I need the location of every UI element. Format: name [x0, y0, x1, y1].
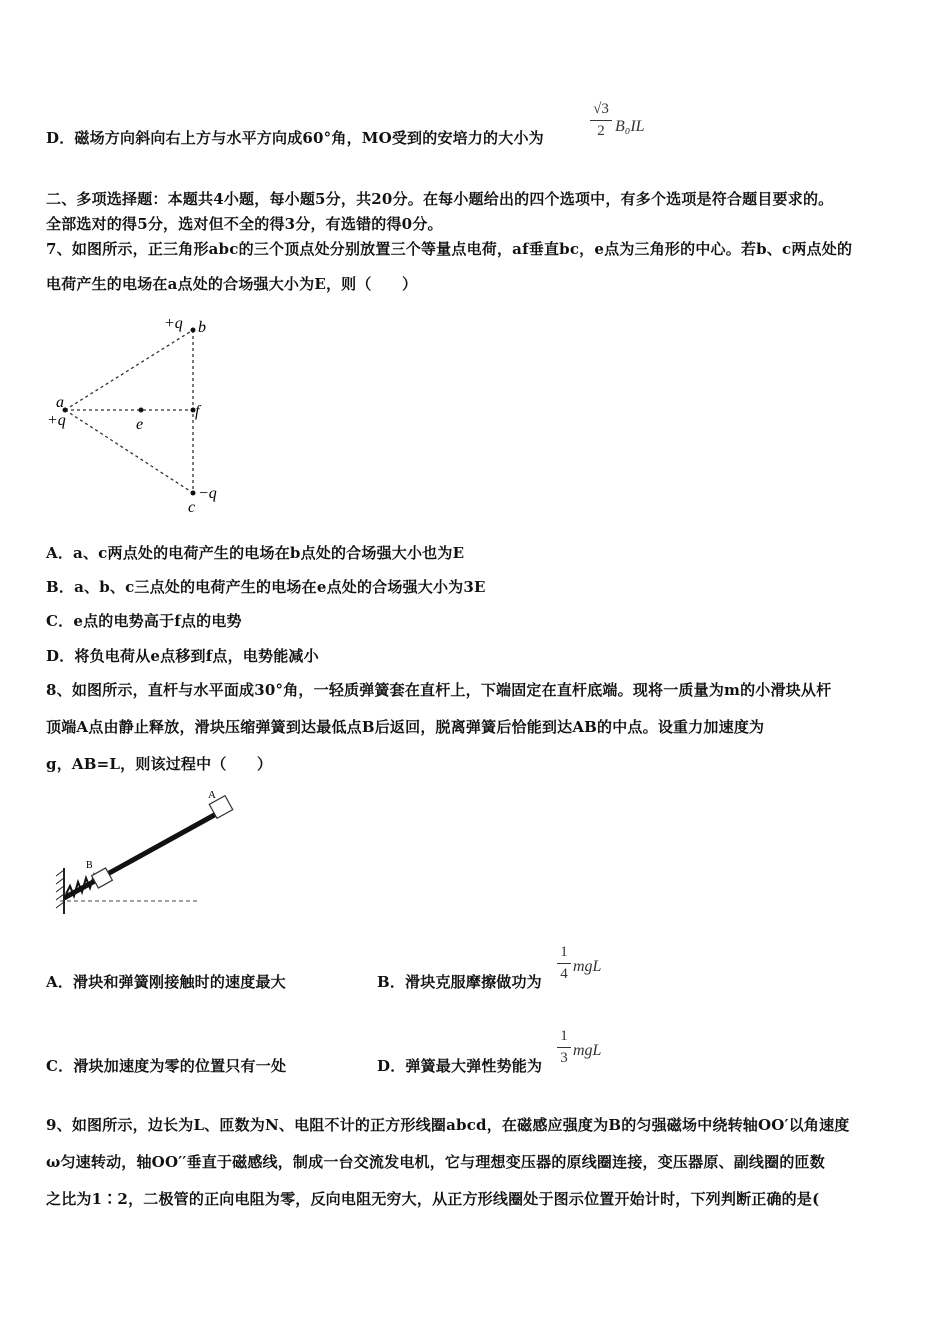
q8-option-c[interactable]: C．滑块加速度为零的位置只有一处 — [46, 1057, 287, 1075]
section-header-line2: 全部选对的得5分，选对但不全的得3分，有选错的得0分。 — [46, 215, 443, 233]
charge-a-label: +q — [47, 412, 66, 429]
q8-option-d-expression: mgL — [573, 1042, 602, 1059]
q8-option-b[interactable]: B．滑块克服摩擦做功为 — [377, 973, 542, 991]
section-header-line1: 二、多项选择题：本题共4小题，每小题5分，共20分。在每小题给出的四个选项中，有多个选项是符合题目要求的。 — [46, 190, 834, 208]
q9-stem-line3: 之比为1∶2，二极管的正向电阻为零，反向电阻无穷大，从正方形线圈处于图示位置开始计时，下列判断正确的是( — [46, 1190, 820, 1208]
q8-incline-figure — [40, 786, 250, 926]
fraction-numerator: 1 — [560, 1028, 568, 1044]
q7-triangle-figure — [40, 310, 240, 520]
point-B-label: B — [86, 860, 93, 871]
fraction-denominator: 4 — [560, 966, 568, 982]
q8-option-d[interactable]: D．弹簧最大弹性势能为 — [377, 1057, 543, 1075]
point-a-label: a — [56, 394, 64, 411]
q7-option-c[interactable]: C．e点的电势高于f点的电势 — [46, 612, 242, 630]
q6-option-d-fraction — [590, 101, 612, 140]
q7-stem-line1: 7、如图所示，正三角形abc的三个顶点处分别放置三个等量点电荷，af垂直bc，e点为三角形的中心。若b、c两点处的 — [46, 240, 853, 258]
point-f-label: f — [195, 403, 200, 420]
q8-option-d-fraction — [557, 1028, 571, 1067]
charge-b-dot — [191, 328, 196, 333]
q7-option-d[interactable]: D．将负电荷从e点移到f点，电势能减小 — [46, 647, 319, 665]
q9-stem-line2: ω匀速转动，轴OO′′垂直于磁感线，制成一台交流发电机，它与理想变压器的原线圈连接，变压器原、副线圈的匝数 — [46, 1153, 825, 1171]
q6-option-d-expression: B₀IL — [615, 118, 645, 135]
q8-option-b-expression: mgL — [573, 958, 602, 975]
charge-c-dot — [191, 491, 196, 496]
q7-option-a[interactable]: A．a、c两点处的电荷产生的电场在b点处的合场强大小也为E — [46, 544, 465, 562]
fraction-denominator: 3 — [560, 1050, 568, 1066]
point-A-label: A — [208, 789, 216, 801]
charge-b-label: +q — [164, 315, 183, 332]
q8-option-a[interactable]: A．滑块和弹簧刚接触时的速度最大 — [46, 973, 286, 991]
point-e-label: e — [136, 416, 144, 433]
q8-stem-line3: g，AB=L，则该过程中（ ） — [46, 755, 273, 773]
q7-stem-line2: 电荷产生的电场在a点处的合场强大小为E，则（ ） — [46, 275, 418, 293]
q6-option-d[interactable]: D．磁场方向斜向右上方与水平方向成60°角，MO受到的安培力的大小为 — [46, 129, 544, 147]
q8-stem-line1: 8、如图所示，直杆与水平面成30°角，一轻质弹簧套在直杆上，下端固定在直杆底端。现将一质量为m的小滑块从杆 — [46, 681, 832, 699]
q8-stem-line2: 顶端A点由静止释放，滑块压缩弹簧到达最低点B后返回，脱离弹簧后恰能到达AB的中点。设重力加速度为 — [46, 718, 765, 736]
q9-stem-line1: 9、如图所示，边长为L、匝数为N、电阻不计的正方形线圈abcd，在磁感应强度为B的匀强磁场中绕转轴OO′以角速度 — [46, 1116, 850, 1134]
q8-option-b-fraction — [557, 944, 571, 983]
point-b-label: b — [198, 319, 206, 336]
fraction-numerator: 1 — [560, 944, 568, 960]
charge-c-label: −q — [198, 485, 217, 502]
fraction-numerator: √3 — [593, 101, 609, 117]
point-e-dot — [139, 408, 144, 413]
fraction-denominator: 2 — [597, 123, 605, 139]
q7-option-b[interactable]: B．a、b、c三点处的电荷产生的电场在e点处的合场强大小为3E — [46, 578, 486, 596]
point-c-label: c — [188, 499, 196, 516]
